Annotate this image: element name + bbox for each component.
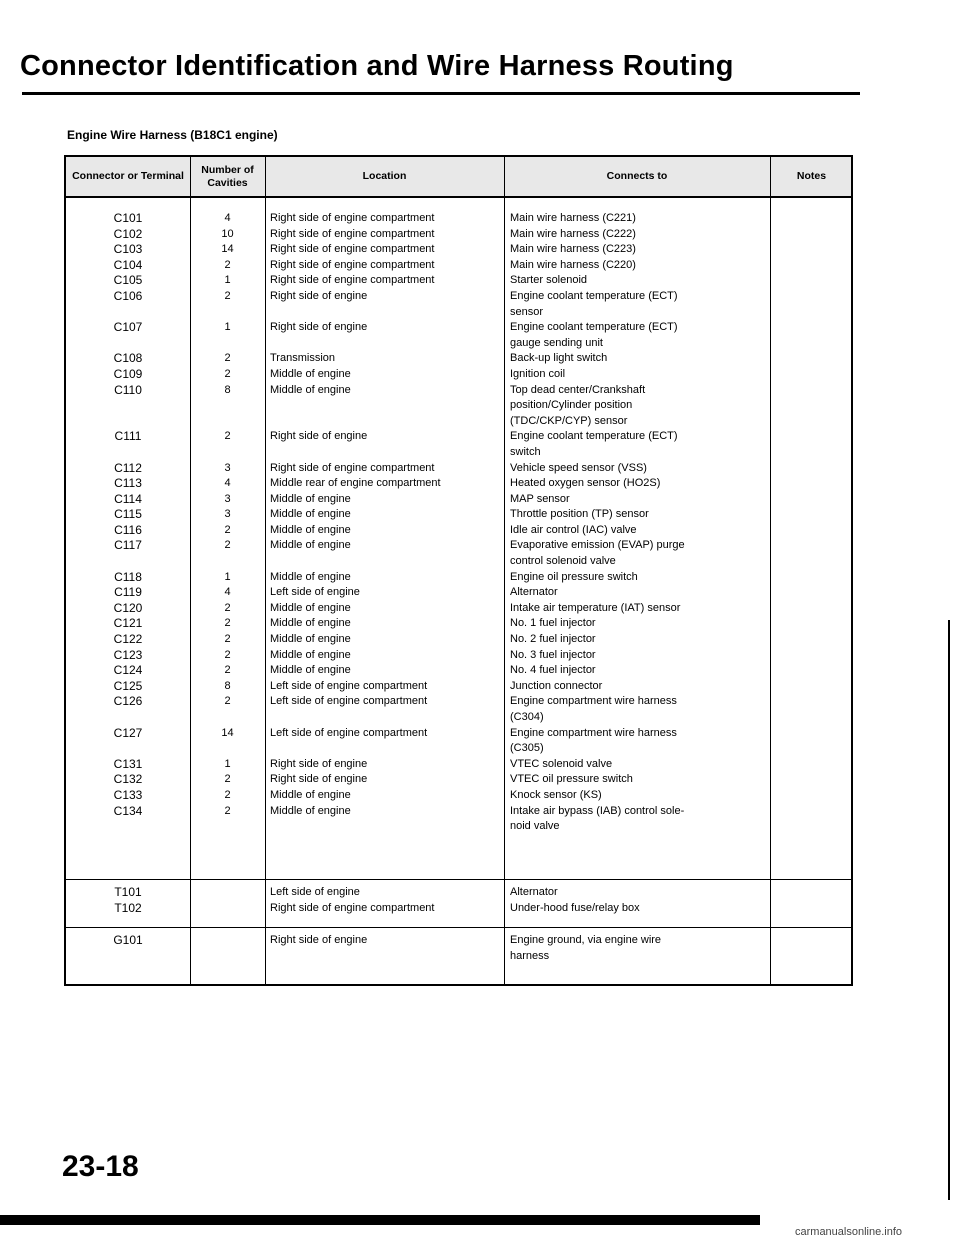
cavity-count <box>190 710 265 726</box>
table-caption: Engine Wire Harness (B18C1 engine) <box>67 128 278 142</box>
connector-column <box>66 885 190 916</box>
location-text: Right side of engine <box>270 321 368 334</box>
connector-id: C125 <box>113 678 143 693</box>
connector-id: C122 <box>113 632 143 647</box>
cavity-count: 2 <box>224 633 231 646</box>
connects-to-text: Engine compartment wire harness <box>510 726 677 739</box>
cavity-count: 4 <box>224 586 231 599</box>
cavity-count: 2 <box>224 539 231 552</box>
cavity-count <box>190 414 265 430</box>
connects-to-text: (C304) <box>510 711 544 723</box>
location-text: Right side of engine compartment <box>270 274 435 287</box>
cavity-count: 2 <box>224 788 231 801</box>
header-location: Location <box>362 170 407 183</box>
location-text: Middle rear of engine compartment <box>270 477 441 490</box>
connects-to-text: position/Cylinder position <box>510 399 633 412</box>
header-connector: Connector or Terminal <box>72 170 184 183</box>
title-rule <box>22 92 860 95</box>
location-text: Right side of engine <box>270 757 368 770</box>
location-text: Middle of engine <box>270 617 351 630</box>
connects-to-text: Main wire harness (C222) <box>510 227 636 240</box>
connects-to-text: Idle air control (IAC) valve <box>510 523 637 536</box>
connects-to-text: Starter solenoid <box>510 274 588 287</box>
header-notes: Notes <box>796 170 827 183</box>
connects-to-text: No. 3 fuel injector <box>510 648 596 661</box>
connects-to-text: control solenoid valve <box>510 555 616 568</box>
column-divider <box>265 157 266 984</box>
cavity-count: 1 <box>224 757 231 770</box>
location-text: Middle of engine <box>270 570 351 583</box>
location-text: Middle of engine <box>270 804 351 817</box>
connects-to-text: (TDC/CKP/CYP) sensor <box>510 414 628 427</box>
location-text: Middle of engine <box>270 383 351 396</box>
connector-id: C117 <box>114 538 142 553</box>
cavity-count: 4 <box>224 477 231 490</box>
cavity-count <box>190 445 265 461</box>
connects-to-text: (C305) <box>510 742 544 755</box>
connector-id: C118 <box>114 569 142 584</box>
section-divider <box>66 927 851 928</box>
connects-to-text: Junction connector <box>510 679 603 692</box>
location-text: Middle of engine <box>270 492 351 505</box>
connector-id: C108 <box>113 351 143 366</box>
column-divider <box>770 157 771 984</box>
location-text: Left side of engine compartment <box>270 726 428 739</box>
cavity-count: 1 <box>224 274 231 287</box>
connects-to-text: Intake air bypass (IAB) control sole- <box>510 804 685 817</box>
cavity-count <box>190 336 265 352</box>
location-text: Middle of engine <box>270 539 351 552</box>
connects-to-text: Engine coolant temperature (ECT) <box>510 289 678 302</box>
connects-to-text: Knock sensor (KS) <box>510 788 602 801</box>
header-cavities: Number of Cavities <box>201 163 254 189</box>
connector-column <box>66 211 190 819</box>
connects-to-text: Intake air temperature (IAT) sensor <box>510 601 681 614</box>
location-text <box>270 445 502 461</box>
cavity-count <box>190 305 265 321</box>
location-text: Middle of engine <box>270 367 351 380</box>
connects-to-text: Vehicle speed sensor (VSS) <box>510 461 647 474</box>
connector-id: C112 <box>114 460 142 475</box>
cavity-count <box>190 398 265 414</box>
connects-to-text: Engine coolant temperature (ECT) <box>510 321 678 334</box>
cavity-count: 2 <box>224 367 231 380</box>
location-text: Right side of engine compartment <box>270 227 435 240</box>
connector-id <box>66 305 190 321</box>
connects-column <box>510 885 768 916</box>
connects-to-text: Main wire harness (C221) <box>510 212 636 224</box>
connector-id: C109 <box>113 366 143 381</box>
location-text: Middle of engine <box>270 788 351 801</box>
connector-id: C110 <box>114 382 142 397</box>
connector-id: C111 <box>114 429 142 444</box>
connector-id <box>66 741 190 757</box>
location-column <box>270 211 502 819</box>
cavity-count: 8 <box>224 679 231 692</box>
connector-id: C126 <box>113 694 143 709</box>
connector-id: C107 <box>113 320 143 335</box>
cavity-count: 8 <box>224 383 231 396</box>
location-text: Right side of engine <box>270 289 368 302</box>
connects-to-text: Ignition coil <box>510 367 566 380</box>
location-text: Right side of engine compartment <box>270 258 435 271</box>
location-text: Left side of engine compartment <box>270 679 428 692</box>
connector-id: C114 <box>114 491 142 506</box>
connector-id: T101 <box>114 885 142 899</box>
cavity-count: 10 <box>221 227 234 240</box>
connector-column <box>66 933 190 949</box>
location-text <box>270 710 502 726</box>
cavity-count: 1 <box>224 321 231 334</box>
connects-to-text: noid valve <box>510 820 560 833</box>
connector-id: C131 <box>113 756 143 771</box>
location-text: Right side of engine compartment <box>270 901 435 914</box>
cavity-count: 2 <box>224 601 231 614</box>
connector-id: C104 <box>113 257 143 272</box>
connects-to-text: Engine oil pressure switch <box>510 570 638 583</box>
connects-column <box>510 933 768 964</box>
connects-to-text: No. 4 fuel injector <box>510 664 596 677</box>
connects-to-text: VTEC solenoid valve <box>510 757 613 770</box>
connects-to-text: Evaporative emission (EVAP) purge <box>510 539 685 552</box>
location-column <box>270 933 502 949</box>
location-text <box>270 336 502 352</box>
cavity-count: 2 <box>224 648 231 661</box>
connects-to-text: Main wire harness (C220) <box>510 258 636 271</box>
section-divider <box>66 879 851 880</box>
connector-table <box>64 155 853 986</box>
connects-to-text: Engine compartment wire harness <box>510 695 677 708</box>
connects-to-text: No. 2 fuel injector <box>510 633 596 646</box>
cavity-count: 2 <box>224 664 231 677</box>
location-text <box>270 305 502 321</box>
location-text: Left side of engine <box>270 886 360 898</box>
connector-id: C127 <box>113 725 143 740</box>
connector-id: C113 <box>114 476 142 491</box>
connector-id: C121 <box>113 616 143 631</box>
connects-to-text: harness <box>510 949 550 962</box>
connects-to-text: Top dead center/Crankshaft <box>510 383 646 396</box>
connector-id: T102 <box>114 900 142 915</box>
connector-id: C124 <box>113 663 143 678</box>
cavity-count: 2 <box>224 804 231 817</box>
cavity-count: 2 <box>224 289 231 302</box>
connects-to-text: Back-up light switch <box>510 352 608 365</box>
connects-column <box>510 211 768 835</box>
cavity-count: 2 <box>224 258 231 271</box>
column-divider <box>504 157 505 984</box>
connector-id <box>66 336 190 352</box>
connector-id: C106 <box>113 288 143 303</box>
cavity-count: 14 <box>221 726 234 739</box>
connector-id: C116 <box>114 522 142 537</box>
location-text: Left side of engine <box>270 586 360 599</box>
connects-to-text: Engine coolant temperature (ECT) <box>510 430 678 443</box>
connects-to-text: No. 1 fuel injector <box>510 617 596 630</box>
connector-id: C103 <box>113 242 143 257</box>
location-text: Middle of engine <box>270 664 351 677</box>
connects-to-text: VTEC oil pressure switch <box>510 773 633 786</box>
connector-id: C115 <box>114 507 142 522</box>
connector-id <box>66 398 190 414</box>
location-column <box>270 885 502 916</box>
page-number: 23-18 <box>62 1150 139 1183</box>
location-text: Middle of engine <box>270 648 351 661</box>
location-text: Middle of engine <box>270 633 351 646</box>
location-text: Middle of engine <box>270 601 351 614</box>
connects-to-text: Main wire harness (C223) <box>510 243 636 256</box>
watermark: carmanualsonline.info <box>795 1226 903 1238</box>
connects-to-text: Alternator <box>510 586 558 599</box>
connector-id <box>66 710 190 726</box>
cavity-count: 2 <box>224 695 231 708</box>
cavity-count: 2 <box>224 523 231 536</box>
location-text: Left side of engine compartment <box>270 695 428 708</box>
cavity-count <box>190 554 265 570</box>
page-edge-line <box>948 620 950 1200</box>
cavity-count: 2 <box>224 773 231 786</box>
location-text: Right side of engine <box>270 430 368 443</box>
location-text: Right side of engine <box>270 773 368 786</box>
cavity-count: 14 <box>221 243 234 256</box>
connector-id <box>66 554 190 570</box>
location-text <box>270 554 502 570</box>
connects-to-text: gauge sending unit <box>510 336 603 349</box>
connector-id <box>66 414 190 430</box>
connector-id: C102 <box>113 226 143 241</box>
header-connects-to: Connects to <box>606 170 668 183</box>
connector-id <box>66 445 190 461</box>
connector-id: C101 <box>113 211 143 225</box>
cavity-count: 3 <box>224 461 231 474</box>
cavity-count <box>190 741 265 757</box>
cavity-count: 4 <box>224 212 231 224</box>
connector-id: G101 <box>113 933 143 947</box>
connector-id: C120 <box>113 600 143 615</box>
connects-to-text: Heated oxygen sensor (HO2S) <box>510 477 661 490</box>
connector-id: C132 <box>113 772 143 787</box>
connects-to-text: Throttle position (TP) sensor <box>510 508 649 521</box>
connects-to-text: sensor <box>510 305 544 318</box>
cavity-count: 3 <box>224 508 231 521</box>
connects-to-text: switch <box>510 445 541 458</box>
location-text <box>270 398 502 414</box>
location-text: Right side of engine compartment <box>270 212 435 224</box>
location-text: Transmission <box>270 352 335 365</box>
cavity-count: 3 <box>224 492 231 505</box>
connector-id: C105 <box>113 273 143 288</box>
location-text: Right side of engine <box>270 934 368 946</box>
location-text <box>270 741 502 757</box>
cavity-count: 1 <box>224 570 231 583</box>
connects-to-text: Under-hood fuse/relay box <box>510 901 640 914</box>
connects-to-text: Engine ground, via engine wire <box>510 934 662 946</box>
location-text: Right side of engine compartment <box>270 461 435 474</box>
connector-id: C119 <box>114 585 142 600</box>
location-text <box>270 414 502 430</box>
location-text: Middle of engine <box>270 523 351 536</box>
location-text: Right side of engine compartment <box>270 243 435 256</box>
location-text: Middle of engine <box>270 508 351 521</box>
bottom-bar <box>0 1215 760 1225</box>
connects-to-text: MAP sensor <box>510 492 570 505</box>
connector-id: C134 <box>113 803 143 818</box>
connector-id: C133 <box>113 787 143 802</box>
page-title: Connector Identification and Wire Harness Routing <box>20 50 734 82</box>
cavity-count: 2 <box>224 617 231 630</box>
connects-to-text: Alternator <box>510 886 558 898</box>
cavities-column <box>190 211 265 819</box>
cavity-count: 2 <box>224 352 231 365</box>
cavity-count: 2 <box>224 430 231 443</box>
connector-id: C123 <box>113 647 143 662</box>
